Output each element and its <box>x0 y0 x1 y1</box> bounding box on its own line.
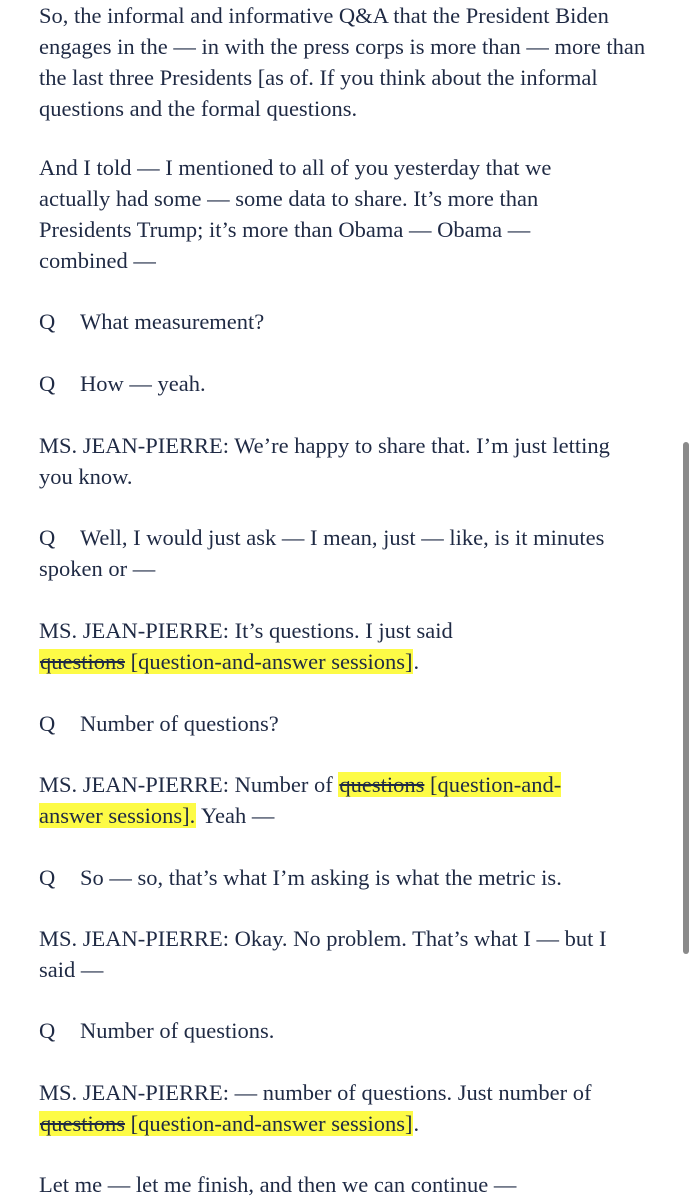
speaker-q-label: Q <box>39 309 56 334</box>
struck-word: questions <box>40 649 126 674</box>
paragraph-text: MS. JEAN-PIERRE: Number of <box>39 772 339 797</box>
struck-word: questions <box>40 1111 126 1136</box>
paragraph-text: MS. JEAN-PIERRE: It’s questions. I just said <box>39 618 453 643</box>
paragraph-text: And I told — I mentioned to all of you yesterday that we actually had some — some data to share. It’s more than Presidents Trump; it’s more than Obama — Obama — combined — <box>39 155 552 273</box>
paragraph-text: MS. JEAN-PIERRE: We’re happy to share that. I’m just letting you know. <box>39 433 610 489</box>
question-text: Number of questions. <box>80 1018 275 1043</box>
answer-paragraph <box>39 923 639 985</box>
speaker-q-label: Q <box>39 525 56 550</box>
question-line <box>39 522 664 584</box>
question-text: So — so, that’s what I’m asking is what the metric is. <box>80 865 562 890</box>
paragraph-text: So, the informal and informative Q&A that the President Biden engages in the — in with the press corps is more than — more than the last three Presidents [as of. If you think about the informal questions and the formal questions. <box>39 3 646 121</box>
answer-paragraph <box>39 769 619 831</box>
paragraph-text: . <box>413 649 420 674</box>
paragraph-text: MS. JEAN-PIERRE: Okay. No problem. That’s what I — but I said — <box>39 926 607 982</box>
speaker-q-label: Q <box>39 711 56 736</box>
vertical-scrollbar[interactable] <box>683 442 689 954</box>
question-text: Number of questions? <box>80 711 279 736</box>
speaker-q-label: Q <box>39 865 56 890</box>
speaker-q-label: Q <box>39 1018 56 1043</box>
paragraph-text: MS. JEAN-PIERRE: — number of questions. Just number of <box>39 1080 592 1105</box>
paragraph-text: Yeah — <box>196 803 275 828</box>
paragraph-text: Let me — let me finish, and then we can continue — <box>39 1172 517 1197</box>
transcript-paragraph <box>39 152 619 276</box>
answer-paragraph <box>39 430 619 492</box>
question-text: Well, I would just ask — I mean, just — like, is it minutes spoken or — <box>39 525 605 581</box>
question-line <box>39 862 664 893</box>
question-text: What measurement? <box>80 309 265 334</box>
question-line <box>39 306 664 337</box>
struck-word: questions <box>339 772 425 797</box>
highlighted-correction <box>39 649 413 674</box>
highlighted-correction <box>39 1111 413 1136</box>
speaker-q-label: Q <box>39 371 56 396</box>
question-line <box>39 368 664 399</box>
transcript-paragraph <box>39 1169 664 1200</box>
question-line <box>39 1015 664 1046</box>
correction-text: [question-and-answer sessions]. <box>39 772 562 828</box>
question-text: How — yeah. <box>80 371 206 396</box>
transcript-paragraph <box>39 0 664 124</box>
correction-text: [question-and-answer sessions] <box>125 649 413 674</box>
answer-paragraph <box>39 1077 639 1139</box>
question-line <box>39 708 664 739</box>
correction-text: [question-and-answer sessions] <box>125 1111 413 1136</box>
answer-paragraph <box>39 615 479 677</box>
paragraph-text: . <box>413 1111 420 1136</box>
